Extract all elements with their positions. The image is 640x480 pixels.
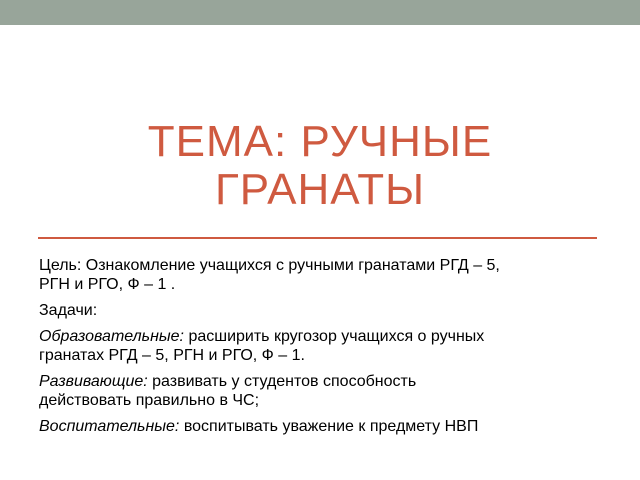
developing-task <box>39 372 509 410</box>
upbringing-text: воспитывать уважение к предмету НВП <box>179 418 479 435</box>
upbringing-task <box>39 417 509 436</box>
title-line-1: ТЕМА: РУЧНЫЕ <box>147 117 493 166</box>
upbringing-label: Воспитательные: <box>39 418 180 435</box>
educational-text: расширить кругозор учащихся о ручных гранатах РГД – 5, РГН и РГО, Ф – 1. <box>39 328 485 364</box>
educational-label: Образовательные: <box>39 328 184 345</box>
slide-title <box>40 118 600 214</box>
top-bar <box>0 0 640 25</box>
developing-label: Развивающие: <box>39 373 148 390</box>
educational-task <box>39 327 509 365</box>
tasks-label: Задачи: <box>39 302 98 319</box>
goal-text: Цель: Ознакомление учащихся с ручными гранатами РГД – 5, РГН и РГО, Ф – 1 . <box>39 257 500 293</box>
title-line-2: ГРАНАТЫ <box>214 165 426 214</box>
developing-text: развивать у студентов способность действовать правильно в ЧС; <box>39 373 417 409</box>
slide-body <box>39 256 509 443</box>
title-divider <box>38 237 597 239</box>
